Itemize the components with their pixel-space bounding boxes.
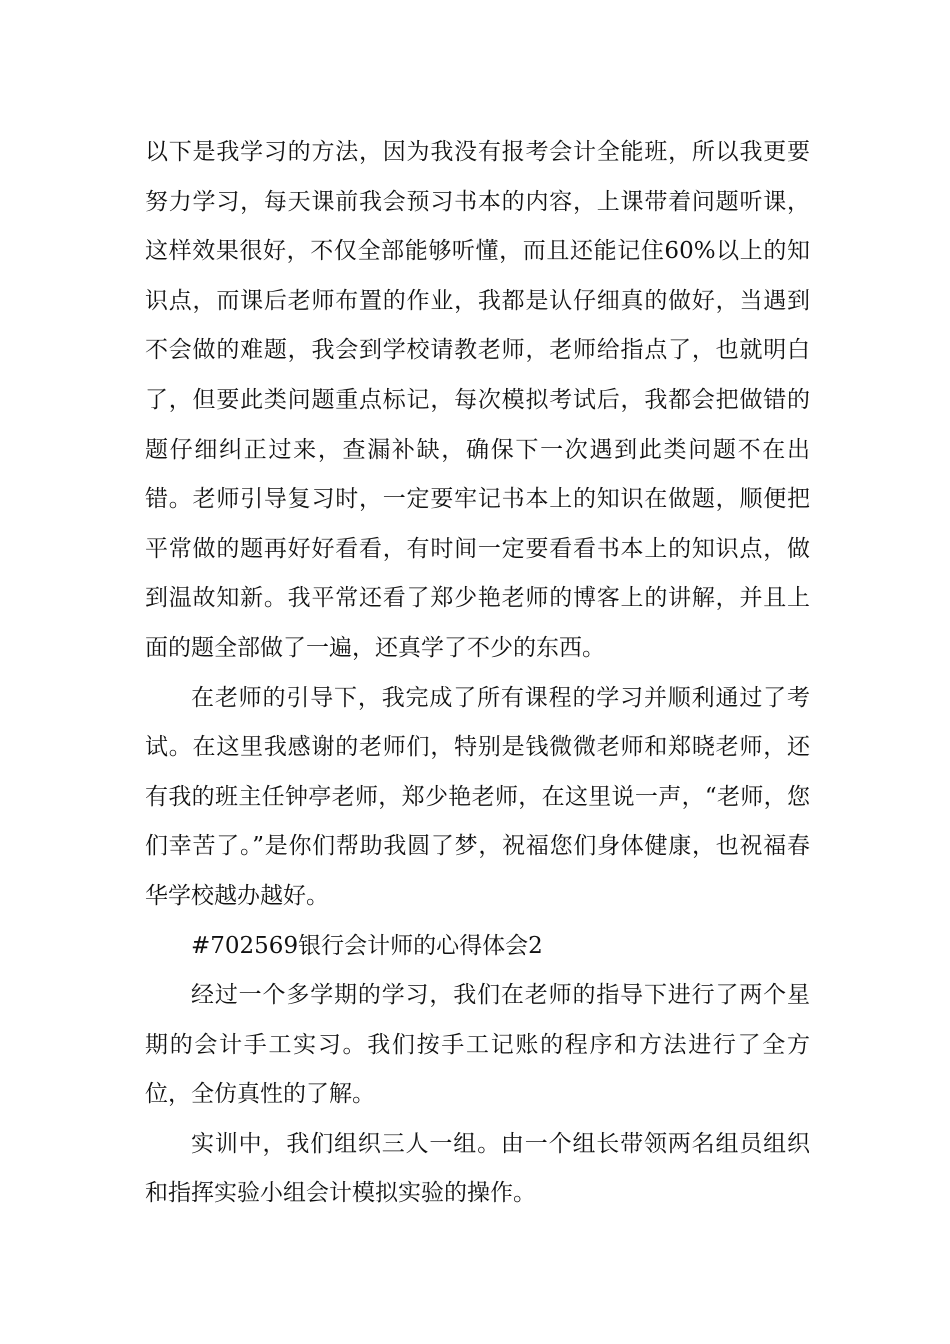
document-body bbox=[145, 128, 810, 1219]
paragraph-study-method: 以下是我学习的方法，因为我没有报考会计全能班，所以我更要努力学习，每天课前我会预习书本的内容，上课带着问题听课，这样效果很好，不仅全部能够听懂，而且还能记住60%以上的知识点，而课后老师布置的作业，我都是认仔细真的做好，当遇到不会做的难题，我会到学校请教老师，老师给指点了，也就明白了，但要此类问题重点标记，每次模拟考试后，我都会把做错的题仔细纠正过来，查漏补缺，确保下一次遇到此类问题不在出错。老师引导复习时，一定要牢记书本上的知识在做题，顺便把平常做的题再好好看看，有时间一定要看看书本上的知识点，做到温故知新。我平常还看了郑少艳老师的博客上的讲解，并且上面的题全部做了一遍，还真学了不少的东西。 bbox=[145, 139, 810, 661]
paragraph-training: 实训中，我们组织三人一组。由一个组长带领两名组员组织和指挥实验小组会计模拟实验的操作。 bbox=[145, 1130, 810, 1207]
paragraph-thanks: 在老师的引导下，我完成了所有课程的学习并顺利通过了考试。在这里我感谢的老师们，特别是钱微微老师和郑晓老师，还有我的班主任钟亭老师，郑少艳老师，在这里说一声，“老师，您们幸苦了。”是你们帮助我圆了梦，祝福您们身体健康，也祝福春华学校越办越好。 bbox=[145, 684, 810, 909]
paragraph-internship: 经过一个多学期的学习，我们在老师的指导下进行了两个星期的会计手工实习。我们按手工记账的程序和方法进行了全方位，全仿真性的了解。 bbox=[145, 982, 810, 1108]
section-heading: #702569银行会计师的心得体会2 bbox=[191, 932, 543, 959]
